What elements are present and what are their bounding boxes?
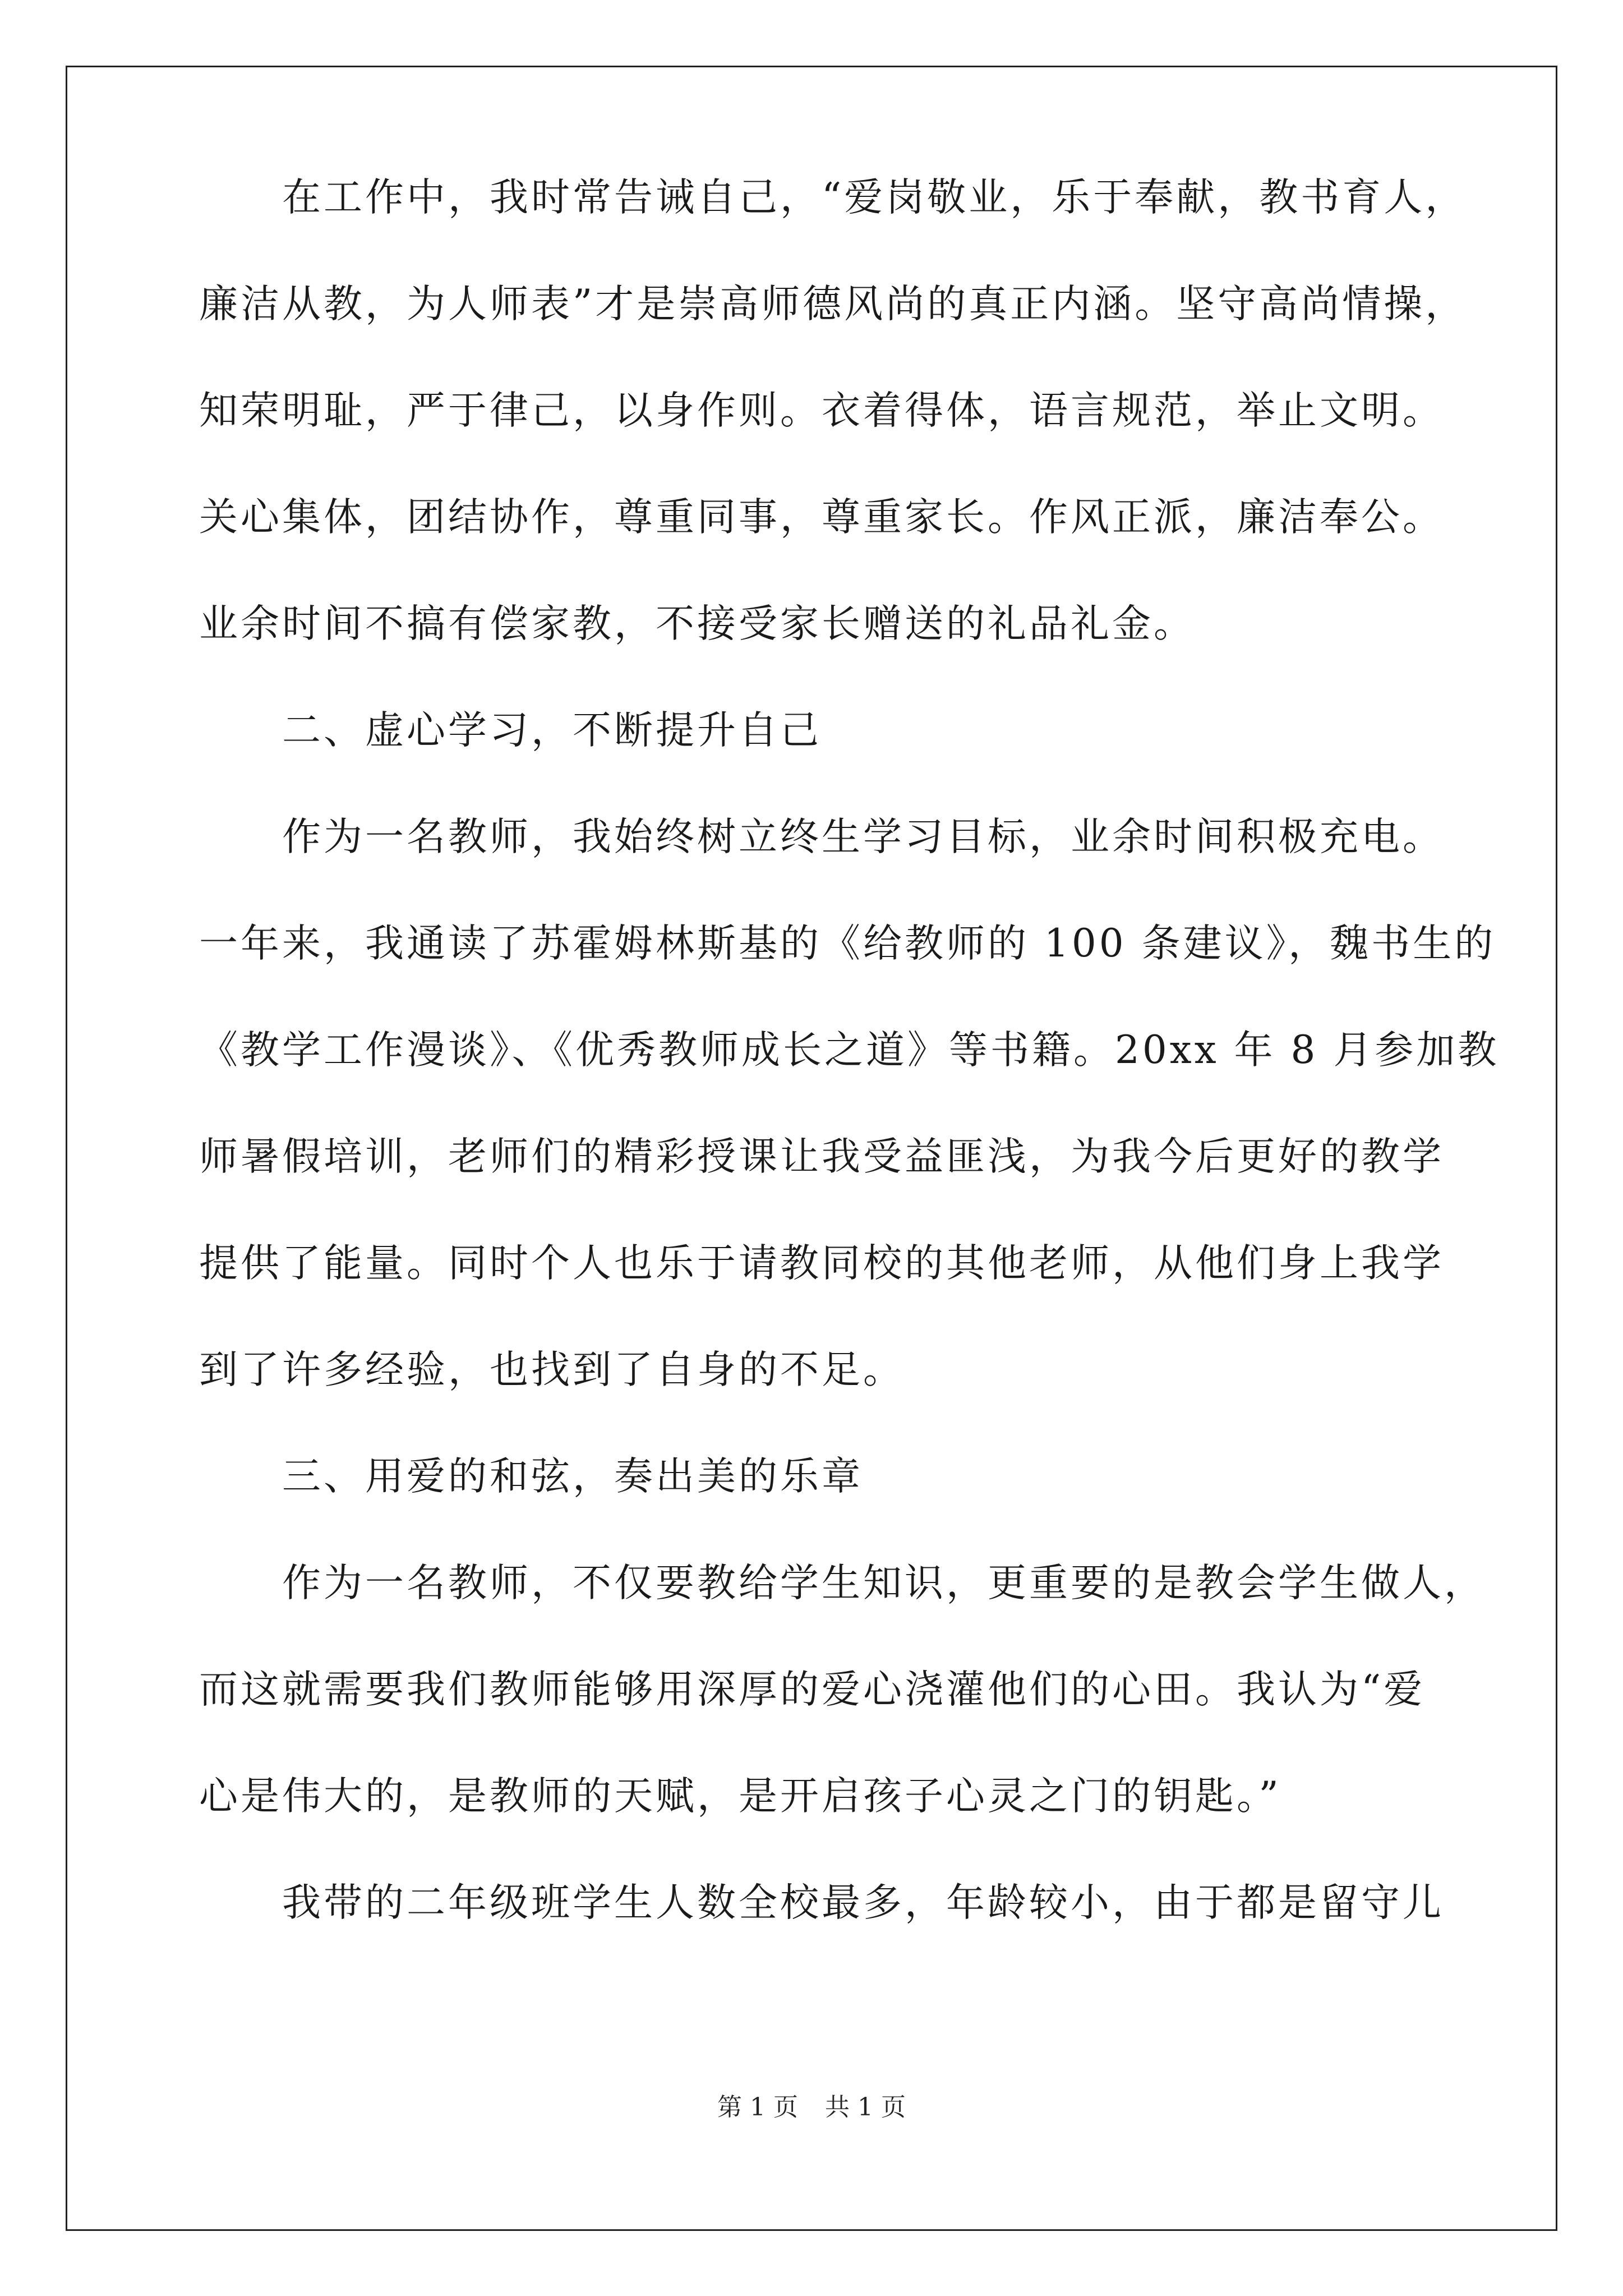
paragraph-line: 我带的二年级班学生人数全校最多，年龄较小，由于都是留守儿 [282,1880,1444,1925]
paragraph-line: 业余时间不搞有偿家教，不接受家长赠送的礼品礼金。 [199,601,1195,646]
paragraph-line: 作为一名教师，不仅要教给学生知识，更重要的是教会学生做人， [282,1561,1486,1605]
page-number: 第 1 页 [717,2093,798,2122]
paragraph-line: 而这就需要我们教师能够用深厚的爱心浇灌他们的心田。我认为“爱 [199,1667,1426,1712]
page-total: 共 1 页 [825,2093,906,2122]
paragraph-line: 心是伟大的，是教师的天赋，是开启孩子心灵之门的钥匙。” [199,1774,1281,1819]
paragraph-line: 师暑假培训，老师们的精彩授课让我受益匪浅，为我今后更好的教学 [199,1134,1444,1179]
paragraph-line: 《教学工作漫谈》、《优秀教师成长之道》等书籍。20xx 年 8 月参加教 [199,1028,1500,1073]
section-heading: 三、用爱的和弦，奏出美的乐章 [282,1454,863,1499]
paragraph-line: 到了许多经验，也找到了自身的不足。 [199,1347,905,1392]
paragraph-line: 廉洁从教，为人师表”才是崇高师德风尚的真正内涵。坚守高尚情操， [199,282,1467,326]
paragraph-line: 关心集体，团结协作，尊重同事，尊重家长。作风正派，廉洁奉公。 [199,495,1444,540]
paragraph-line: 提供了能量。同时个人也乐于请教同校的其他老师，从他们身上我学 [199,1241,1444,1286]
paragraph-line: 一年来，我通读了苏霍姆林斯基的《给教师的 100 条建议》，魏书生的 [199,921,1496,966]
page-footer [0,2095,1623,2120]
paragraph-line: 在工作中，我时常告诫自己，“爱岗敬业，乐于奉献，教书育人， [282,175,1467,220]
section-heading: 二、虚心学习，不断提升自己 [282,708,822,753]
paragraph-line: 作为一名教师，我始终树立终生学习目标，业余时间积极充电。 [282,815,1444,859]
paragraph-line: 知荣明耻，严于律己，以身作则。衣着得体，语言规范，举止文明。 [199,388,1444,433]
